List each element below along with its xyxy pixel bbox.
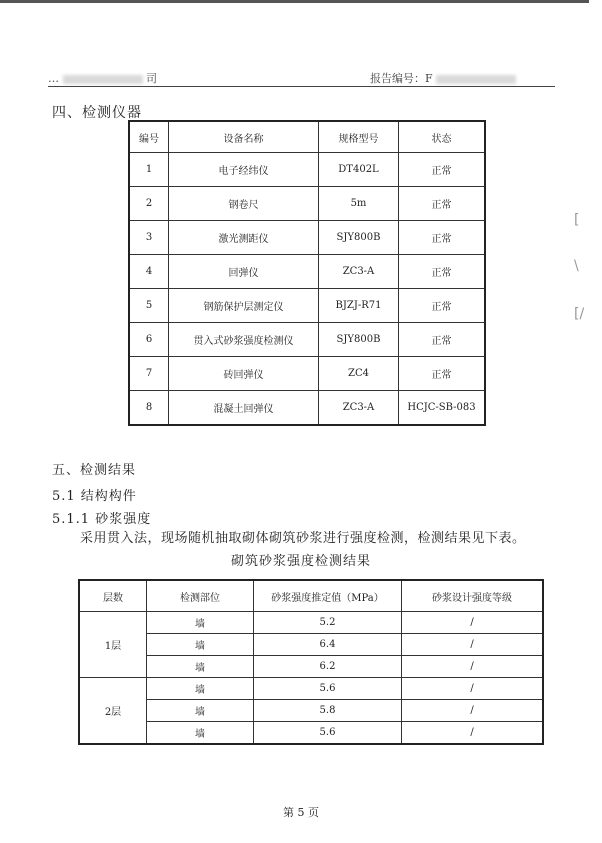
cell-part: 墙 <box>147 722 254 745</box>
cell-name: 贯入式砂浆强度检测仪 <box>169 323 319 357</box>
col-name: 设备名称 <box>169 121 319 153</box>
cell-grade: / <box>402 722 544 745</box>
cell-status: 正常 <box>399 357 486 391</box>
results-table-header <box>79 580 543 612</box>
cell-name: 砖回弹仪 <box>169 357 319 391</box>
cell-model: ZC3-A <box>319 255 399 289</box>
table-row <box>129 391 485 426</box>
header-report-no <box>370 70 516 86</box>
table-row <box>129 357 485 391</box>
cell-status: 正常 <box>399 187 486 221</box>
cell-grade: / <box>402 678 544 700</box>
cell-model: 5m <box>319 187 399 221</box>
table-row <box>129 153 485 187</box>
cell-floor: 2层 <box>79 678 147 745</box>
cell-strength: 6.4 <box>254 634 402 656</box>
col-no: 编号 <box>129 121 169 153</box>
instrument-table-header <box>129 121 485 153</box>
table-row <box>79 612 543 634</box>
cell-strength: 5.8 <box>254 700 402 722</box>
cell-name: 钢筋保护层测定仪 <box>169 289 319 323</box>
cell-status: HCJC-SB-083 <box>399 391 486 426</box>
cell-model: SJY800B <box>319 323 399 357</box>
cell-name: 混凝土回弹仪 <box>169 391 319 426</box>
header-org-fragment: … <box>48 72 59 85</box>
table-row <box>79 678 543 700</box>
header-rule <box>48 86 555 87</box>
cell-model: SJY800B <box>319 221 399 255</box>
cell-part: 墙 <box>147 612 254 634</box>
table-row <box>129 289 485 323</box>
cell-model: BJZJ-R71 <box>319 289 399 323</box>
cell-part: 墙 <box>147 700 254 722</box>
cell-strength: 6.2 <box>254 656 402 678</box>
cell-status: 正常 <box>399 289 486 323</box>
cell-model: DT402L <box>319 153 399 187</box>
table-row <box>129 255 485 289</box>
col-status: 状态 <box>399 121 486 153</box>
col-grade: 砂浆设计强度等级 <box>402 580 544 612</box>
cell-no: 2 <box>129 187 169 221</box>
subsection-5-1-1: 5.1.1 砂浆强度 <box>52 512 152 527</box>
cell-no: 8 <box>129 391 169 426</box>
page-number: 第 5 页 <box>283 806 319 819</box>
cell-model: ZC4 <box>319 357 399 391</box>
cell-name: 钢卷尺 <box>169 187 319 221</box>
header-org-suffix: 司 <box>146 72 157 85</box>
cell-status: 正常 <box>399 255 486 289</box>
cell-model: ZC3-A <box>319 391 399 426</box>
cell-no: 6 <box>129 323 169 357</box>
table-row <box>79 634 543 656</box>
table-row <box>129 221 485 255</box>
cell-no: 7 <box>129 357 169 391</box>
instrument-table <box>128 120 486 426</box>
section5-title: 五、检测结果 <box>52 463 137 478</box>
table-row <box>129 323 485 357</box>
cell-part: 墙 <box>147 678 254 700</box>
edge-mark: [ <box>574 212 580 228</box>
cell-floor: 1层 <box>79 612 147 678</box>
table-row <box>79 722 543 745</box>
cell-part: 墙 <box>147 656 254 678</box>
cell-strength: 5.6 <box>254 678 402 700</box>
results-paragraph: 采用贯入法，现场随机抽取砌体砌筑砂浆进行强度检测，检测结果见下表。 <box>80 531 526 546</box>
table-row <box>79 656 543 678</box>
mortar-results-table <box>78 579 544 745</box>
cell-strength: 5.2 <box>254 612 402 634</box>
cell-status: 正常 <box>399 153 486 187</box>
table-row <box>79 700 543 722</box>
redacted-org-name <box>63 75 143 84</box>
col-model: 规格型号 <box>319 121 399 153</box>
cell-no: 4 <box>129 255 169 289</box>
cell-grade: / <box>402 612 544 634</box>
cell-part: 墙 <box>147 634 254 656</box>
edge-mark: \ <box>574 258 579 274</box>
cell-no: 5 <box>129 289 169 323</box>
table-row <box>129 187 485 221</box>
col-part: 检测部位 <box>147 580 254 612</box>
cell-status: 正常 <box>399 221 486 255</box>
report-no-label: 报告编号：F <box>370 72 433 85</box>
redacted-report-no <box>436 75 516 84</box>
col-floor: 层数 <box>79 580 147 612</box>
cell-no: 1 <box>129 153 169 187</box>
subsection-5-1: 5.1 结构构件 <box>52 489 137 504</box>
cell-no: 3 <box>129 221 169 255</box>
top-border-line <box>0 0 589 3</box>
edge-mark: [/ <box>574 306 585 322</box>
cell-name: 电子经纬仪 <box>169 153 319 187</box>
cell-name: 回弹仪 <box>169 255 319 289</box>
cell-grade: / <box>402 634 544 656</box>
header-org <box>48 70 157 86</box>
cell-grade: / <box>402 700 544 722</box>
cell-status: 正常 <box>399 323 486 357</box>
results-table-caption: 砌筑砂浆强度检测结果 <box>230 554 371 569</box>
cell-grade: / <box>402 656 544 678</box>
cell-strength: 5.6 <box>254 722 402 745</box>
cell-name: 激光测距仪 <box>169 221 319 255</box>
col-strength: 砂浆强度推定值（MPa） <box>254 580 402 612</box>
section4-title: 四、检测仪器 <box>52 105 142 121</box>
